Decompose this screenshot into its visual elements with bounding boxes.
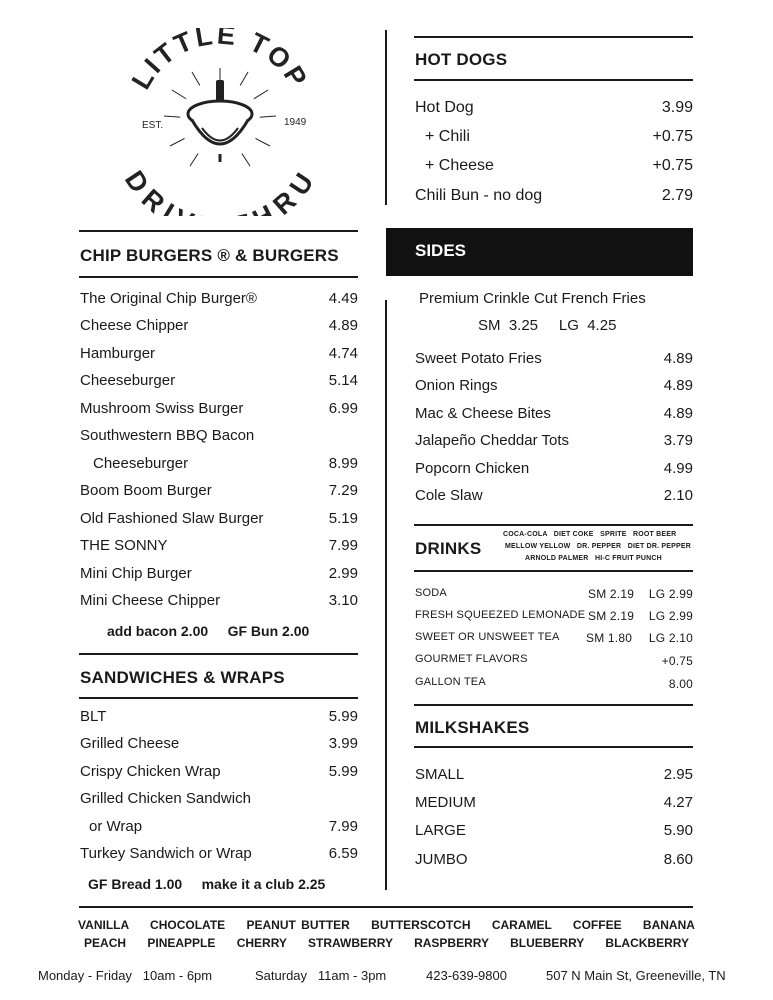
divider xyxy=(414,524,693,526)
milkshakes-title: MILKSHAKES xyxy=(415,718,530,737)
menu-item-name: Old Fashioned Slaw Burger xyxy=(80,510,264,527)
svg-text:DRIVE THRU xyxy=(119,165,321,216)
menu-item-name: SMALL xyxy=(415,766,465,783)
divider xyxy=(414,79,693,81)
menu-item-price: 8.99 xyxy=(328,455,358,472)
menu-item-price: 3.79 xyxy=(663,432,693,449)
divider xyxy=(79,697,358,699)
divider xyxy=(414,704,693,706)
menu-item-price: 3.10 xyxy=(328,592,358,609)
drink-name: SWEET OR UNSWEET TEA xyxy=(415,631,560,643)
drink-large-price: LG 2.10 xyxy=(648,631,693,645)
menu-item-price: 8.60 xyxy=(663,851,693,868)
logo-year: 1949 xyxy=(284,117,307,128)
drink-flavors-line: MELLOW YELLOW DR. PEPPER DIET DR. PEPPER xyxy=(505,543,692,550)
divider xyxy=(79,653,358,655)
shake-flavors-line: PEACH PINEAPPLE CHERRY STRAWBERRY RASPBERRY BLUEBERRY BLACKBERRY xyxy=(84,936,689,950)
menu-item-name: Mini Chip Burger xyxy=(80,565,192,582)
menu-item-name: Mini Cheese Chipper xyxy=(80,592,221,609)
menu-item-price: 3.99 xyxy=(661,99,693,116)
drink-flavors-line: ARNOLD PALMER HI-C FRUIT PUNCH xyxy=(525,555,662,562)
saturday-hours: Saturday 11am - 3pm xyxy=(255,968,387,983)
menu-item-name: Crispy Chicken Wrap xyxy=(80,763,221,780)
menu-item-price: 4.89 xyxy=(663,377,693,394)
menu-item-name: Popcorn Chicken xyxy=(415,460,530,477)
menu-item-name: Boom Boom Burger xyxy=(80,482,212,499)
menu-item-name: Hamburger xyxy=(80,345,156,362)
phone-number: 423-639-9800 xyxy=(426,968,507,983)
menu-item-price: 2.99 xyxy=(328,565,358,582)
menu-item-name: Cheese Chipper xyxy=(80,317,189,334)
menu-item-name: BLT xyxy=(80,708,107,725)
menu-item-price: 5.19 xyxy=(328,510,358,527)
drink-name: GALLON TEA xyxy=(415,676,486,688)
logo xyxy=(118,28,322,216)
burger-addons: add bacon 2.00 GF Bun 2.00 xyxy=(107,623,310,639)
drinks-title: DRINKS xyxy=(415,539,482,558)
menu-item-name: Onion Rings xyxy=(415,377,498,394)
menu-item-price: 2.79 xyxy=(661,187,693,204)
menu-item-name: LARGE xyxy=(415,822,466,839)
menu-item-name: JUMBO xyxy=(415,851,468,868)
drink-name: FRESH SQUEEZED LEMONADE xyxy=(415,609,586,621)
divider xyxy=(414,746,693,748)
burgers-title: CHIP BURGERS ® & BURGERS xyxy=(80,246,339,265)
drink-small-price: SM 1.80 xyxy=(586,631,633,645)
sandwiches-title: SANDWICHES & WRAPS xyxy=(80,668,285,687)
menu-item-price: 7.29 xyxy=(328,482,358,499)
menu-item-price: 5.99 xyxy=(328,763,358,780)
menu-item-name: or Wrap xyxy=(89,818,143,835)
logo-bottom-text: DRI RU xyxy=(118,165,322,216)
drink-name: SODA xyxy=(415,587,447,599)
menu-item-name: + Cheese xyxy=(425,157,494,174)
drink-large-price: LG 2.99 xyxy=(648,587,693,601)
logo-est-label: EST. xyxy=(142,120,164,131)
menu-item-name: Turkey Sandwich or Wrap xyxy=(80,845,252,862)
sides-header-bar xyxy=(386,228,693,276)
menu-item-price: 5.90 xyxy=(663,822,693,839)
column-divider-bottom xyxy=(385,300,387,890)
menu-item-name: Mushroom Swiss Burger xyxy=(80,400,244,417)
menu-item-price: 4.27 xyxy=(663,794,693,811)
fries-sizes: SM 3.25 LG 4.25 xyxy=(478,317,617,334)
menu-item-name: Cheeseburger xyxy=(93,455,189,472)
menu-item-name: Hot Dog xyxy=(415,99,474,116)
menu-item-price: 5.14 xyxy=(328,372,358,389)
menu-item-name: Cole Slaw xyxy=(415,487,483,504)
divider xyxy=(79,906,693,908)
menu-item-name: Sweet Potato Fries xyxy=(415,350,542,367)
menu-item-price: 6.59 xyxy=(328,845,358,862)
menu-item-price: 3.99 xyxy=(328,735,358,752)
drink-large-price: LG 2.99 xyxy=(648,609,693,623)
sandwich-addons: GF Bread 1.00 make it a club 2.25 xyxy=(88,876,326,892)
sides-title: SIDES xyxy=(415,241,467,260)
menu-item-price: 5.99 xyxy=(328,708,358,725)
menu-item-price: 4.89 xyxy=(328,317,358,334)
menu-item-name: THE SONNY xyxy=(80,537,168,554)
menu-item-price: 7.99 xyxy=(328,818,358,835)
fries-name: Premium Crinkle Cut French Fries xyxy=(419,290,646,307)
drink-small-price: SM 2.19 xyxy=(588,587,635,601)
hotdogs-title: HOT DOGS xyxy=(415,50,508,69)
divider xyxy=(79,230,358,232)
drink-name: GOURMET FLAVORS xyxy=(415,653,528,665)
menu-item-name: Cheeseburger xyxy=(80,372,176,389)
menu-item-name: + Chili xyxy=(425,128,470,145)
menu-item-price: +0.75 xyxy=(652,128,693,145)
menu-item-price: 4.89 xyxy=(663,350,693,367)
menu-item-name: Mac & Cheese Bites xyxy=(415,405,551,422)
menu-item-price: 6.99 xyxy=(328,400,358,417)
divider xyxy=(79,276,358,278)
menu-item-price: 2.10 xyxy=(663,487,693,504)
menu-item-name: Chili Bun - no dog xyxy=(415,187,543,204)
menu-item-name: Jalapeño Cheddar Tots xyxy=(415,432,569,449)
logo-top-text: LITTLE TOP xyxy=(125,28,315,95)
menu-item-price: 2.95 xyxy=(663,766,693,783)
menu-item-price: 4.99 xyxy=(663,460,693,477)
spinning-top-logo-icon xyxy=(118,28,322,216)
menu-item-name: Grilled Chicken Sandwich xyxy=(80,790,251,807)
divider xyxy=(414,570,693,572)
menu-item-name: Southwestern BBQ Bacon xyxy=(80,427,255,444)
menu-item-price: 7.99 xyxy=(328,537,358,554)
menu-item-price: 4.89 xyxy=(663,405,693,422)
menu-item-price: +0.75 xyxy=(652,157,693,174)
address: 507 N Main St, Greeneville, TN xyxy=(546,968,726,983)
drink-flavors-line: COCA-COLA DIET COKE SPRITE ROOT BEER xyxy=(503,531,677,538)
divider xyxy=(414,36,693,38)
weekday-hours: Monday - Friday 10am - 6pm xyxy=(38,968,213,983)
shake-flavors-line: VANILLA CHOCOLATE PEANUT BUTTER BUTTERSCOTCH CARAMEL COFFEE BANANA xyxy=(78,918,695,932)
menu-item-price: 4.49 xyxy=(328,290,358,307)
drink-large-price: 8.00 xyxy=(668,677,693,691)
menu-item-name: Grilled Cheese xyxy=(80,735,180,752)
menu-item-name: The Original Chip Burger® xyxy=(80,290,257,307)
menu-item-price: 4.74 xyxy=(328,345,358,362)
drink-small-price: SM 2.19 xyxy=(588,609,635,623)
column-divider-top xyxy=(385,30,387,205)
drink-large-price: +0.75 xyxy=(661,654,693,668)
menu-item-name: MEDIUM xyxy=(415,794,476,811)
